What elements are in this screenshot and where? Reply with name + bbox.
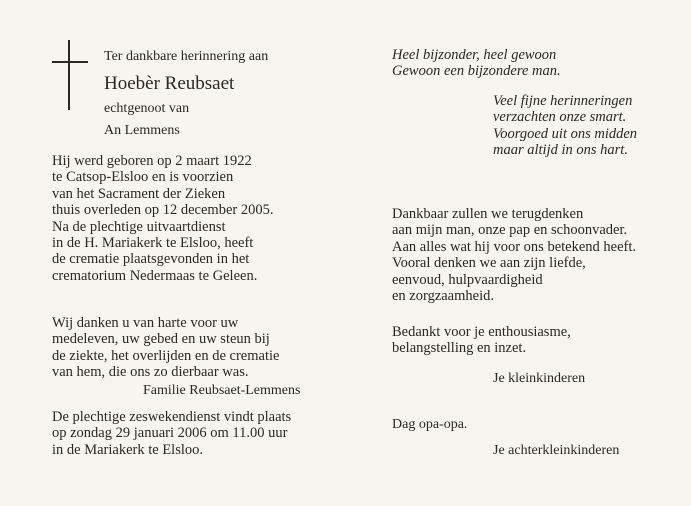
poem-verse-2 bbox=[493, 93, 637, 159]
text-line: de ziekte, het overlijden en de crematie bbox=[52, 347, 280, 364]
text-line: Veel fijne herinneringen bbox=[493, 93, 633, 109]
farewell-greeting: Dag opa-opa. bbox=[392, 417, 468, 432]
spouse-intro: echtgenoot van bbox=[104, 101, 190, 116]
text-line: eenvoud, hulpvaardigheid bbox=[392, 271, 543, 288]
text-line: in de H. Mariakerk te Elsloo, heeft bbox=[52, 235, 254, 252]
service-paragraph bbox=[52, 409, 291, 458]
text-line: Voorgoed uit ons midden bbox=[493, 125, 638, 142]
text-line: belangstelling en inzet. bbox=[392, 340, 527, 357]
text-line: medeleven, uw gebed en uw steun bij bbox=[52, 331, 270, 348]
cross-icon-bar bbox=[52, 61, 88, 63]
text-line: Aan alles wat hij voor ons betekend heeft. bbox=[392, 238, 637, 255]
text-line: thuis overleden op 12 december 2005. bbox=[52, 202, 274, 219]
text-line: en zorgzaamheid. bbox=[392, 288, 494, 305]
text-line: op zondag 29 januari 2006 om 11.00 uur bbox=[52, 425, 288, 442]
text-line: Bedankt voor je enthousiasme, bbox=[392, 324, 571, 340]
text-line: aan mijn man, onze pap en schoonvader. bbox=[392, 222, 628, 239]
text-line: verzachten onze smart. bbox=[493, 109, 627, 126]
spouse-name: An Lemmens bbox=[104, 123, 180, 138]
cross-icon bbox=[68, 40, 70, 110]
text-line: Gewoon een bijzondere man. bbox=[392, 63, 561, 80]
text-line: in de Mariakerk te Elsloo. bbox=[52, 441, 203, 458]
family-signature: Familie Reubsaet-Lemmens bbox=[143, 383, 301, 398]
grandchildren-signature: Je kleinkinderen bbox=[493, 371, 586, 386]
text-line: crematorium Nedermaas te Geleen. bbox=[52, 267, 258, 284]
text-line: De plechtige zeswekendienst vindt plaats bbox=[52, 409, 292, 425]
text-line: van hem, die ons zo dierbaar was. bbox=[52, 364, 249, 381]
life-paragraph bbox=[52, 153, 273, 284]
gratitude-paragraph bbox=[392, 206, 636, 304]
great-grandchildren-signature: Je achterkleinkinderen bbox=[493, 443, 620, 458]
text-line: Na de plechtige uitvaartdienst bbox=[52, 218, 226, 235]
text-line: Dankbaar zullen we terugdenken bbox=[392, 206, 584, 222]
text-line: Wij danken u van harte voor uw bbox=[52, 315, 239, 331]
intro-line: Ter dankbare herinnering aan bbox=[104, 49, 269, 64]
text-line: Vooral denken we aan zijn liefde, bbox=[392, 255, 586, 272]
text-line: te Catsop-Elsloo en is voorzien bbox=[52, 169, 234, 186]
thanks-paragraph bbox=[52, 315, 279, 381]
deceased-name: Hoebèr Reubsaet bbox=[104, 73, 235, 94]
text-line: de crematie plaatsgevonden in het bbox=[52, 251, 250, 268]
text-line: maar altijd in ons hart. bbox=[493, 142, 628, 159]
text-line: Heel bijzonder, heel gewoon bbox=[392, 47, 557, 63]
poem-verse-1 bbox=[392, 47, 561, 80]
text-line: van het Sacrament der Zieken bbox=[52, 185, 226, 202]
text-line: Hij werd geboren op 2 maart 1922 bbox=[52, 153, 252, 169]
grandchildren-paragraph bbox=[392, 324, 571, 357]
